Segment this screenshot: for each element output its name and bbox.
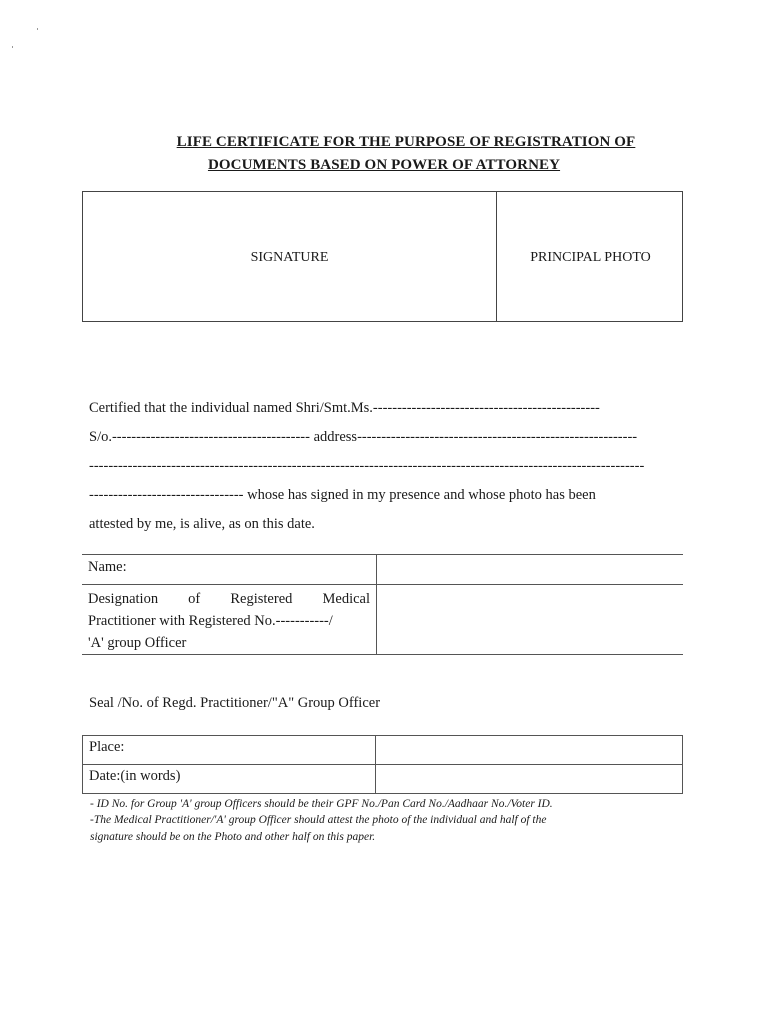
place-label: Place: xyxy=(89,739,125,755)
certification-line-1: Certified that the individual named Shri/Smt.Ms.----------------------------------------------- xyxy=(89,400,600,416)
certification-line-3: ------------------------------------------------------------------------------------------------------------------- xyxy=(89,458,645,474)
son-of-field: S/o.----------------------------------------- xyxy=(89,429,310,445)
certification-line-4: -------------------------------- whose has signed in my presence and whose photo has been xyxy=(89,487,596,503)
designation-line-2: Practitioner with Registered No.-----------/ xyxy=(88,613,333,629)
designation-label-cell xyxy=(82,585,377,655)
place-value-cell xyxy=(376,736,683,765)
name-label-cell xyxy=(82,555,377,585)
principal-photo-cell-label: PRINCIPAL PHOTO xyxy=(530,250,651,265)
date-label: Date:(in words) xyxy=(89,768,181,784)
certification-line-5: attested by me, is alive, as on this date. xyxy=(89,516,315,532)
page-title-line-2: DOCUMENTS BASED ON POWER OF ATTORNEY xyxy=(207,157,561,173)
table-row xyxy=(83,736,683,765)
seal-label: Seal /No. of Regd. Practitioner/"A" Group Officer xyxy=(89,695,381,711)
name-value-cell xyxy=(377,555,684,585)
note-attest-line-2: signature should be on the Photo and other half on this paper. xyxy=(90,831,376,843)
note-attest-line-1: -The Medical Practitioner/'A' group Officer should attest the photo of the individual and half of the xyxy=(90,814,547,826)
certification-line-2 xyxy=(89,429,677,446)
scan-speck xyxy=(12,46,13,48)
signature-photo-box xyxy=(82,191,683,322)
address-field: address---------------------------------------------------------- xyxy=(313,429,638,445)
name-label: Name: xyxy=(88,559,127,575)
note-id-number: - ID No. for Group 'A' group Officers should be their GPF No./Pan Card No./Aadhaar No./Voter ID. xyxy=(90,798,553,810)
table-row xyxy=(82,585,683,655)
date-label-cell xyxy=(83,765,376,794)
officer-details-table xyxy=(82,554,683,655)
place-date-table xyxy=(82,735,683,794)
table-row xyxy=(83,765,683,794)
place-label-cell xyxy=(83,736,376,765)
table-row xyxy=(82,555,683,585)
scan-speck xyxy=(37,28,38,30)
designation-line-1: Designation of Registered Medical xyxy=(88,591,370,607)
date-value-cell xyxy=(376,765,683,794)
signature-cell-label: SIGNATURE xyxy=(250,250,329,265)
designation-line-3: 'A' group Officer xyxy=(88,635,187,651)
page-title-line-1: LIFE CERTIFICATE FOR THE PURPOSE OF REGISTRATION OF xyxy=(176,134,636,150)
designation-value-cell xyxy=(377,585,684,655)
